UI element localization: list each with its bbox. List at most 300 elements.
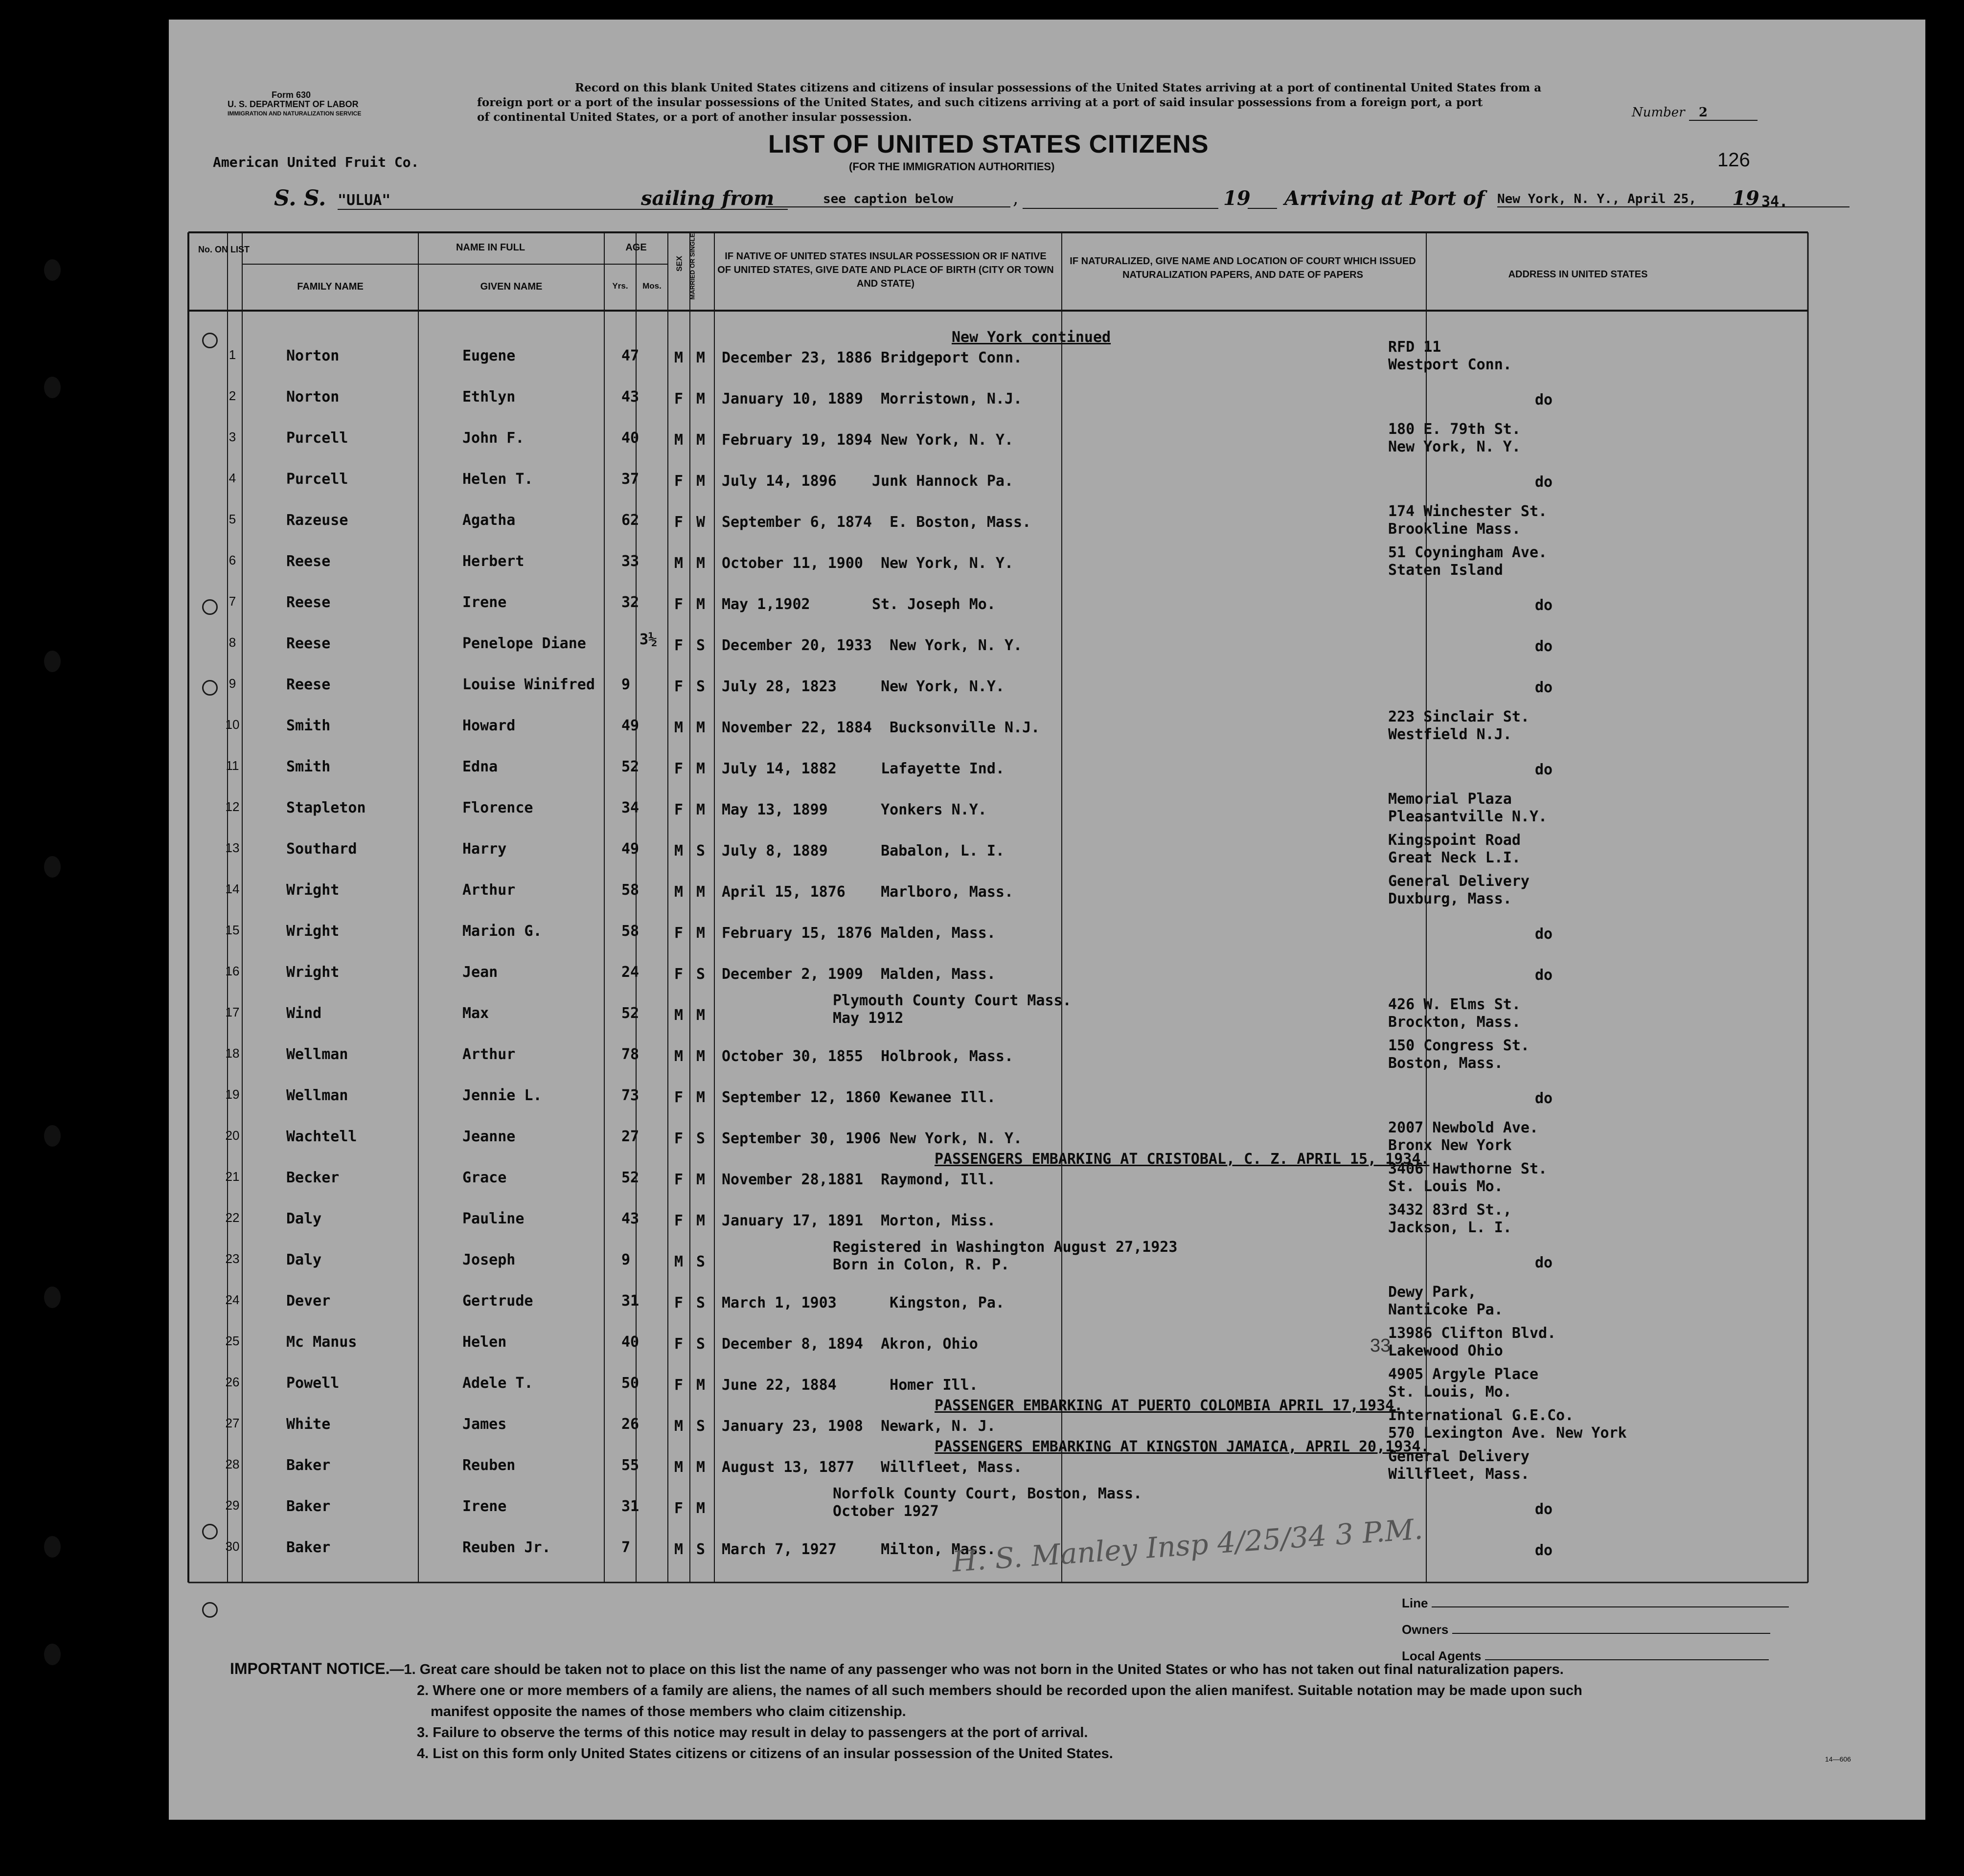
address-line-2: do (1535, 761, 1553, 778)
row-number: 1 (228, 347, 236, 362)
address-line-1: International G.E.Co. (1388, 1407, 1574, 1424)
birth-info: July 14, 1896 Junk Hannock Pa. (722, 473, 1014, 490)
family-name: Purcell (286, 471, 348, 488)
instruction-line: foreign port or a port of the insular possessions of the United States, and such citizens arriving at a port of said insular possessions from a foreign port, a port (477, 96, 1483, 109)
sex: F (674, 1377, 684, 1394)
sex: M (674, 719, 684, 736)
address-line-2: Brockton, Mass. (1388, 1014, 1521, 1031)
age-years: 26 (621, 1416, 639, 1433)
given-name: Edna (462, 758, 498, 775)
sex: M (674, 349, 684, 366)
birth-info: November 28,1881 Raymond, Ill. (722, 1171, 996, 1188)
sex: F (674, 1212, 684, 1229)
birth-info: July 8, 1889 Babalon, L. I. (722, 842, 1005, 859)
sex: F (674, 514, 684, 531)
margin-ring (202, 1602, 218, 1618)
family-name: Powell (286, 1375, 340, 1392)
binder-hole (44, 1644, 61, 1665)
sex: M (674, 1253, 684, 1270)
marital-status: M (696, 1212, 706, 1229)
row-number: 12 (225, 799, 240, 814)
row-number: 20 (225, 1128, 240, 1143)
naturalization-info-2: May 1912 (833, 1010, 904, 1027)
col-naturalized: IF NATURALIZED, GIVE NAME AND LOCATION OF COURT WHICH ISSUED NATURALIZATION PAPERS, AND DATE OF PAPERS (1070, 256, 1416, 280)
marital-status: M (696, 1459, 706, 1476)
family-name: Smith (286, 717, 331, 734)
given-name: Pauline (462, 1210, 525, 1227)
age-years: 37 (621, 471, 639, 488)
section-caption: New York continued (952, 329, 1111, 346)
birth-info: March 1, 1903 Kingston, Pa. (722, 1294, 1005, 1311)
row-number: 9 (228, 676, 236, 691)
instruction-line: of continental United States, or a port of another insular possession. (477, 111, 912, 124)
birth-info: November 22, 1884 Bucksonville N.J. (722, 719, 1040, 736)
given-name: John F. (462, 429, 525, 447)
sex: F (674, 1089, 684, 1106)
manifest-sheet (169, 20, 1925, 1820)
marital-status: S (696, 1541, 706, 1558)
given-name: Marion G. (462, 923, 542, 940)
birth-info: September 30, 1906 New York, N. Y. (722, 1130, 1023, 1147)
given-name: Joseph (462, 1251, 516, 1268)
address-line-1: 4905 Argyle Place (1388, 1366, 1539, 1383)
given-name: Helen (462, 1334, 507, 1351)
section-caption: PASSENGERS EMBARKING AT CRISTOBAL, C. Z. APRIL 15, 1934. (935, 1151, 1430, 1168)
binder-hole (44, 377, 61, 398)
address-line-2: Pleasantville N.Y. (1388, 808, 1548, 825)
given-name: Penelope Diane (462, 635, 586, 652)
sex: M (674, 555, 684, 572)
birth-info: February 15, 1876 Malden, Mass. (722, 925, 996, 942)
family-name: White (286, 1416, 331, 1433)
row-number: 13 (225, 840, 240, 855)
department-name: U. S. DEPARTMENT OF LABOR (228, 99, 359, 109)
notice-item: —1. Great care should be taken not to place on this list the name of any passenger who was not born in the United States or who has not taken out final naturalization papers. (389, 1662, 1564, 1677)
given-name: Jean (462, 964, 498, 981)
family-name: Daly (286, 1251, 322, 1268)
address-line-2: 570 Lexington Ave. New York (1388, 1424, 1627, 1442)
marital-status: M (696, 1377, 706, 1394)
given-name: Jeanne (462, 1128, 516, 1145)
sex: F (674, 801, 684, 818)
sex: F (674, 1171, 684, 1188)
marital-status: M (696, 555, 706, 572)
address-line-2: Nanticoke Pa. (1388, 1301, 1503, 1318)
birth-info: January 17, 1891 Morton, Miss. (722, 1212, 996, 1229)
given-name: Louise Winifred (462, 676, 595, 693)
year-suffix-2: 34. (1761, 193, 1788, 210)
row-number: 21 (225, 1169, 240, 1184)
birth-info: January 23, 1908 Newark, N. J. (722, 1418, 996, 1435)
birth-info: February 19, 1894 New York, N. Y. (722, 431, 1014, 449)
age-years: 47 (621, 347, 639, 364)
address-line-2: do (1535, 926, 1553, 943)
ship-name: "ULUA" (338, 192, 788, 210)
birth-info: May 13, 1899 Yonkers N.Y. (722, 801, 987, 818)
section-caption: PASSENGERS EMBARKING AT KINGSTON JAMAICA, APRIL 20,1934. (935, 1438, 1430, 1455)
marital-status: S (696, 1253, 706, 1270)
row-number: 10 (225, 717, 240, 732)
sex: F (674, 966, 684, 983)
col-name-in-full: NAME IN FULL (456, 242, 525, 253)
address-line-1: Dewy Park, (1388, 1284, 1477, 1301)
age-years: 24 (621, 964, 639, 981)
age-years: 32 (621, 594, 639, 611)
marital-status: M (696, 349, 706, 366)
col-age: AGE (625, 242, 647, 253)
given-name: Eugene (462, 347, 516, 364)
age-years: 9 (621, 1251, 631, 1268)
sex: M (674, 1459, 684, 1476)
col-no-on-list: No. ON LIST (198, 245, 250, 254)
age-years: 27 (621, 1128, 639, 1145)
address-line-2: New York, N. Y. (1388, 438, 1521, 455)
row-number: 14 (225, 881, 240, 896)
footer-field-owners: Owners (1402, 1616, 1789, 1643)
margin-ring (202, 333, 218, 348)
marital-status: M (696, 719, 706, 736)
marital-status: S (696, 1335, 706, 1353)
address-line-2: do (1535, 597, 1553, 614)
age-years: 9 (621, 676, 631, 693)
family-name: Wright (286, 964, 340, 981)
address-line-1: 3406 Hawthorne St. (1388, 1160, 1548, 1177)
given-name: Grace (462, 1169, 507, 1186)
number-value: 2 (1689, 105, 1758, 121)
notice-item: 4. List on this form only United States citizens or citizens of an insular possession of the United States. (417, 1746, 1113, 1762)
sex: M (674, 1541, 684, 1558)
family-name: Wright (286, 923, 340, 940)
row-number: 27 (225, 1416, 240, 1430)
marital-status: W (696, 514, 706, 531)
birth-info: December 20, 1933 New York, N. Y. (722, 637, 1023, 654)
address-line-1: RFD 11 (1388, 339, 1441, 356)
family-name: Wellman (286, 1046, 348, 1063)
address-line-2: Jackson, L. I. (1388, 1219, 1512, 1236)
marital-status: M (696, 760, 706, 777)
age-years: 78 (621, 1046, 639, 1063)
birth-info: March 7, 1927 Milton, Mass. (722, 1541, 996, 1558)
important-notice (230, 1658, 1582, 1764)
address-line-2: Duxburg, Mass. (1388, 890, 1512, 907)
given-name: Reuben Jr. (462, 1539, 551, 1556)
marital-status: S (696, 678, 706, 695)
address-line-2: Willfleet, Mass. (1388, 1466, 1530, 1483)
address-line-1: 13986 Clifton Blvd. (1388, 1325, 1556, 1342)
address-line-2: St. Louis, Mo. (1388, 1383, 1512, 1401)
col-birth: IF NATIVE OF UNITED STATES INSULAR POSSESSION OR IF NATIVE OF UNITED STATES, GIVE DATE AND PLACE OF BIRTH (CITY OR TOWN AND STATE) (717, 251, 1054, 289)
page-title: LIST OF UNITED STATES CITIZENS (768, 130, 1209, 158)
birth-info: April 15, 1876 Marlboro, Mass. (722, 883, 1014, 901)
address-line-2: do (1535, 679, 1553, 696)
col-address: ADDRESS IN UNITED STATES (1508, 269, 1648, 280)
row-number: 7 (228, 594, 236, 609)
marital-status: M (696, 925, 706, 942)
sex: F (674, 390, 684, 407)
age-years: 49 (621, 840, 639, 858)
notice-item: 2. Where one or more members of a family are aliens, the names of all such members should be recorded upon the alien manifest. Suitable notation may be made upon such (417, 1683, 1582, 1698)
address-line-2: do (1535, 1501, 1553, 1518)
marital-status: S (696, 1294, 706, 1311)
binder-hole (44, 856, 61, 878)
given-name: Howard (462, 717, 516, 734)
family-name: Baker (286, 1498, 331, 1515)
given-name: Ethlyn (462, 388, 516, 406)
age-years: 52 (621, 758, 639, 775)
notice-item: 3. Failure to observe the terms of this notice may result in delay to passengers at the port of arrival. (417, 1725, 1088, 1740)
family-name: Becker (286, 1169, 340, 1186)
naturalization-info-1: Registered in Washington August 27,1923 (833, 1239, 1178, 1256)
row-number: 4 (228, 471, 236, 485)
family-name: Reese (286, 676, 331, 693)
marital-status: S (696, 842, 706, 859)
col-married-single: MARRIED OR SINGLE (688, 233, 696, 300)
address-line-2: Great Neck L.I. (1388, 849, 1521, 866)
birth-info: July 28, 1823 New York, N.Y. (722, 678, 1005, 695)
family-name: Razeuse (286, 512, 348, 529)
address-line-1: General Delivery (1388, 1448, 1530, 1465)
birth-info: October 30, 1855 Holbrook, Mass. (722, 1048, 1014, 1065)
address-line-1: 2007 Newbold Ave. (1388, 1119, 1539, 1136)
notice-heading: IMPORTANT NOTICE. (230, 1660, 390, 1677)
page-subtitle: (FOR THE IMMIGRATION AUTHORITIES) (849, 160, 1055, 173)
marital-status: M (696, 1171, 706, 1188)
sex: M (674, 883, 684, 901)
row-number: 30 (225, 1539, 240, 1554)
given-name: Max (462, 1005, 489, 1022)
binder-hole (44, 259, 61, 281)
age-months: 3½ (639, 631, 658, 648)
birth-info: May 1,1902 St. Joseph Mo. (722, 596, 996, 613)
given-name: Agatha (462, 512, 516, 529)
family-name: Reese (286, 594, 331, 611)
given-name: Arthur (462, 1046, 516, 1063)
family-name: Wachtell (286, 1128, 357, 1145)
address-line-2: do (1535, 391, 1553, 408)
marital-status: M (696, 1089, 706, 1106)
age-years: 40 (621, 429, 639, 447)
marital-status: M (696, 431, 706, 449)
footer-field-line: Line (1402, 1590, 1789, 1616)
age-years: 34 (621, 799, 639, 816)
sex: M (674, 1007, 684, 1024)
margin-ring (202, 680, 218, 696)
sailing-from-label: sailing from (641, 187, 775, 210)
age-years: 40 (621, 1334, 639, 1351)
given-name: Irene (462, 1498, 507, 1515)
row-number: 3 (228, 429, 236, 444)
address-line-2: Staten Island (1388, 562, 1503, 579)
address-line-2: do (1535, 638, 1553, 655)
naturalization-info-2: October 1927 (833, 1503, 939, 1520)
age-years: 58 (621, 923, 639, 940)
row-number: 25 (225, 1334, 240, 1348)
row-number: 15 (225, 923, 240, 937)
address-line-2: do (1535, 1542, 1553, 1559)
age-years: 62 (621, 512, 639, 529)
sex: F (674, 1130, 684, 1147)
family-name: Reese (286, 553, 331, 570)
address-line-1: 3432 83rd St., (1388, 1201, 1512, 1219)
age-years: 55 (621, 1457, 639, 1474)
sex: F (674, 1335, 684, 1353)
marital-status: S (696, 1130, 706, 1147)
age-years: 50 (621, 1375, 639, 1392)
age-years: 43 (621, 1210, 639, 1227)
year-prefix-1: 19 (1223, 187, 1251, 210)
given-name: Irene (462, 594, 507, 611)
family-name: Stapleton (286, 799, 366, 816)
sex: F (674, 637, 684, 654)
binder-hole (44, 1287, 61, 1308)
family-name: Dever (286, 1292, 331, 1310)
family-name: Norton (286, 347, 340, 364)
sex: F (674, 678, 684, 695)
marital-status: M (696, 473, 706, 490)
naturalization-info-1: Norfolk County Court, Boston, Mass. (833, 1485, 1142, 1502)
family-name: Southard (286, 840, 357, 858)
given-name: Gertrude (462, 1292, 533, 1310)
birth-info: September 6, 1874 E. Boston, Mass. (722, 514, 1031, 531)
margin-ring (202, 599, 218, 615)
family-name: Daly (286, 1210, 322, 1227)
number-label: Number (1632, 105, 1685, 120)
address-line-2: Brookline Mass. (1388, 520, 1521, 538)
given-name: Herbert (462, 553, 525, 570)
sex: F (674, 473, 684, 490)
address-line-1: 51 Coyningham Ave. (1388, 544, 1548, 561)
given-name: Jennie L. (462, 1087, 542, 1104)
given-name: Helen T. (462, 471, 533, 488)
address-line-2: do (1535, 967, 1553, 984)
binder-hole (44, 1536, 61, 1558)
birth-info: June 22, 1884 Homer Ill. (722, 1377, 978, 1394)
sex: M (674, 1048, 684, 1065)
year-prefix-2: 19 (1732, 187, 1759, 210)
arriving-value: New York, N. Y., April 25, (1497, 192, 1850, 207)
address-line-1: Memorial Plaza (1388, 791, 1512, 808)
section-caption: PASSENGER EMBARKING AT PUERTO COLOMBIA APRIL 17,1934. (935, 1397, 1403, 1414)
row-number: 26 (225, 1375, 240, 1389)
row-number: 18 (225, 1046, 240, 1061)
row-number: 5 (228, 512, 236, 526)
family-name: Norton (286, 388, 340, 406)
age-years: 43 (621, 388, 639, 406)
col-yrs: Yrs. (612, 281, 628, 291)
page-number: 126 (1717, 149, 1750, 171)
age-years: 52 (621, 1169, 639, 1186)
row-number: 22 (225, 1210, 240, 1225)
age-years: 31 (621, 1292, 639, 1310)
arriving-label: Arriving at Port of (1284, 187, 1485, 210)
binder-hole (44, 651, 61, 672)
family-name: Baker (286, 1539, 331, 1556)
age-years: 52 (621, 1005, 639, 1022)
address-line-2: do (1535, 474, 1553, 491)
margin-note: 33 (1370, 1335, 1391, 1356)
family-name: Wind (286, 1005, 322, 1022)
address-line-1: Kingspoint Road (1388, 832, 1521, 849)
marital-status: M (696, 596, 706, 613)
address-line-1: 180 E. 79th St. (1388, 421, 1521, 438)
marital-status: M (696, 390, 706, 407)
birth-info: December 2, 1909 Malden, Mass. (722, 966, 996, 983)
address-line-1: 150 Congress St. (1388, 1037, 1530, 1054)
address-line-2: Lakewood Ohio (1388, 1342, 1503, 1359)
sex: M (674, 431, 684, 449)
naturalization-info-1: Plymouth County Court Mass. (833, 992, 1072, 1009)
marital-status: M (696, 1007, 706, 1024)
age-years: 31 (621, 1498, 639, 1515)
family-name: Purcell (286, 429, 348, 447)
age-years: 73 (621, 1087, 639, 1104)
given-name: Adele T. (462, 1375, 533, 1392)
marital-status: M (696, 1048, 706, 1065)
row-number: 24 (225, 1292, 240, 1307)
col-mos: Mos. (642, 281, 662, 291)
birth-info: January 10, 1889 Morristown, N.J. (722, 390, 1023, 407)
footer-field-local-agents: Local Agents (1402, 1643, 1789, 1669)
row-number: 28 (225, 1457, 240, 1471)
row-number: 17 (225, 1005, 240, 1019)
marital-status: M (696, 883, 706, 901)
address-line-2: do (1535, 1090, 1553, 1107)
row-number: 19 (225, 1087, 240, 1102)
address-line-2: Westport Conn. (1388, 356, 1512, 373)
address-line-2: St. Louis Mo. (1388, 1178, 1503, 1195)
family-name: Smith (286, 758, 331, 775)
notice-item: manifest opposite the names of those members who claim citizenship. (431, 1704, 906, 1719)
marital-status: S (696, 966, 706, 983)
address-line-2: Bronx New York (1388, 1137, 1512, 1154)
sex: F (674, 1500, 684, 1517)
comma-separator: , (1013, 188, 1019, 208)
address-line-1: General Delivery (1388, 873, 1530, 890)
address-line-1: 174 Winchester St. (1388, 503, 1548, 520)
family-name: Reese (286, 635, 331, 652)
row-number: 6 (228, 553, 236, 567)
marital-status: M (696, 1500, 706, 1517)
row-number: 16 (225, 964, 240, 978)
address-line-2: Westfield N.J. (1388, 726, 1512, 743)
sex: M (674, 1418, 684, 1435)
ship-prefix: S. S. (274, 186, 326, 211)
age-years: 49 (621, 717, 639, 734)
address-line-1: 426 W. Elms St. (1388, 996, 1521, 1013)
family-name: Baker (286, 1457, 331, 1474)
given-name: James (462, 1416, 507, 1433)
age-years: 33 (621, 553, 639, 570)
row-number: 23 (225, 1251, 240, 1266)
form-number: Form 630 (271, 90, 311, 100)
sex: F (674, 925, 684, 942)
age-years: 7 (621, 1539, 631, 1556)
service-name: IMMIGRATION AND NATURALIZATION SERVICE (228, 110, 362, 117)
company-name: American United Fruit Co. (213, 154, 419, 170)
birth-info: August 13, 1877 Willfleet, Mass. (722, 1459, 1023, 1476)
address-line-1: 223 Sinclair St. (1388, 708, 1530, 725)
form-code: 14—606 (1825, 1755, 1851, 1763)
given-name: Harry (462, 840, 507, 858)
binder-hole (44, 1125, 61, 1147)
row-number: 8 (228, 635, 236, 650)
address-line-2: do (1535, 1254, 1553, 1271)
family-name: Wellman (286, 1087, 348, 1104)
inspector-signature: H. S. Manley Insp 4/25/34 3 P.M. (951, 1512, 1424, 1579)
footer-fields (1402, 1590, 1789, 1669)
sex: F (674, 760, 684, 777)
given-name: Florence (462, 799, 533, 816)
